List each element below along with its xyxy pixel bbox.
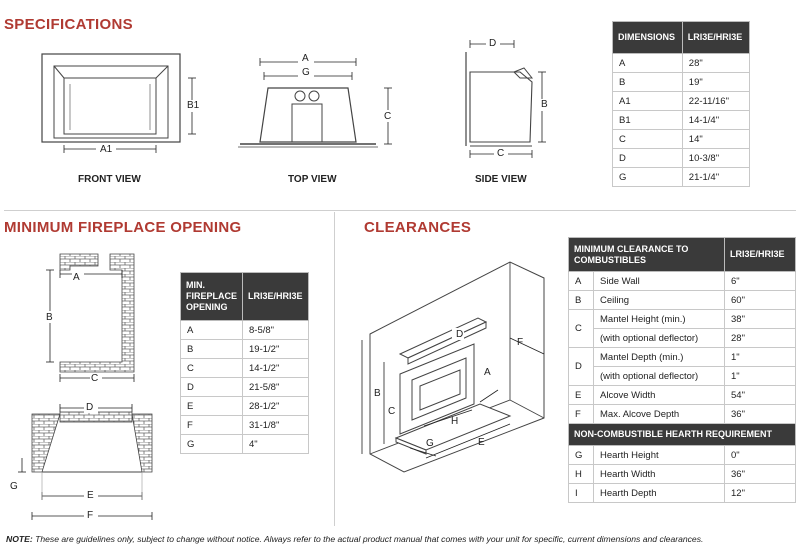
row-value: 28": [725, 329, 796, 348]
row-key: F: [181, 416, 243, 435]
front-view-label: FRONT VIEW: [78, 174, 141, 185]
side-view-label: SIDE VIEW: [475, 174, 527, 185]
label-d-opening: D: [86, 402, 94, 413]
row-label: Side Wall: [594, 272, 725, 291]
row-value: 22-11/16": [682, 92, 749, 111]
row-value: 10-3/8": [682, 149, 749, 168]
row-value: 1": [725, 348, 796, 367]
label-c-clear: C: [388, 406, 396, 417]
clearances-diagram: [360, 258, 560, 483]
table-row: [569, 386, 796, 405]
table-row: [613, 149, 750, 168]
row-value: 8-5/8": [243, 321, 309, 340]
table-row: [569, 348, 796, 367]
opening-header: MIN. FIREPLACE OPENING: [181, 273, 243, 321]
row-key: E: [569, 386, 594, 405]
row-value: 19": [682, 73, 749, 92]
row-label: Hearth Depth: [594, 484, 725, 503]
table-row: [181, 416, 309, 435]
table-row: [569, 465, 796, 484]
label-d-clear: D: [456, 329, 464, 340]
row-value: 6": [725, 272, 796, 291]
dimensions-model-header: LRI3E/HRI3E: [682, 22, 749, 54]
row-value: 28": [682, 54, 749, 73]
label-b1: B1: [187, 100, 200, 111]
label-a-top: A: [302, 53, 309, 64]
table-row: [181, 435, 309, 454]
row-label: Hearth Width: [594, 465, 725, 484]
row-key: D: [569, 348, 594, 386]
opening-table: [180, 272, 309, 454]
dimensions-table: [612, 21, 750, 187]
opening-front-diagram: [10, 250, 160, 385]
hearth-header: NON-COMBUSTIBLE HEARTH REQUIREMENT: [569, 424, 796, 446]
row-value: 1": [725, 367, 796, 386]
row-value: 19-1/2": [243, 340, 309, 359]
label-c-side: C: [497, 148, 505, 159]
row-label: Alcove Width: [594, 386, 725, 405]
opening-model-header: LRI3E/HRI3E: [243, 273, 309, 321]
table-row: [569, 446, 796, 465]
row-key: G: [569, 446, 594, 465]
row-key: C: [613, 130, 683, 149]
row-value: 36": [725, 405, 796, 424]
row-key: B: [569, 291, 594, 310]
clearance-model-header: LRI3E/HRI3E: [725, 238, 796, 272]
row-value: 12": [725, 484, 796, 503]
top-view-diagram: [238, 52, 398, 162]
footnote: [6, 534, 703, 544]
row-label: Mantel Depth (min.): [594, 348, 725, 367]
table-row: [613, 130, 750, 149]
label-g-clear: G: [426, 438, 434, 449]
table-row: [613, 73, 750, 92]
row-key: B1: [613, 111, 683, 130]
row-key: A1: [613, 92, 683, 111]
table-row: [569, 329, 796, 348]
row-key: G: [613, 168, 683, 187]
label-h-clear: H: [451, 416, 459, 427]
opening-top-diagram: [14, 400, 164, 525]
label-e-opening: E: [87, 490, 94, 501]
horizontal-divider: [4, 210, 796, 211]
row-key: I: [569, 484, 594, 503]
row-key: C: [181, 359, 243, 378]
table-row: [181, 321, 309, 340]
table-row: [569, 484, 796, 503]
row-key: A: [569, 272, 594, 291]
table-row: [613, 54, 750, 73]
label-b-side: B: [541, 99, 548, 110]
row-value: 21-1/4": [682, 168, 749, 187]
front-view-diagram: [40, 52, 200, 162]
row-label: Mantel Height (min.): [594, 310, 725, 329]
row-key: E: [181, 397, 243, 416]
row-key: G: [181, 435, 243, 454]
label-c-opening: C: [91, 373, 99, 384]
row-key: B: [181, 340, 243, 359]
table-row: [569, 367, 796, 386]
row-label: Ceiling: [594, 291, 725, 310]
row-key: A: [181, 321, 243, 340]
note-prefix: NOTE:: [6, 534, 33, 544]
row-value: 14": [682, 130, 749, 149]
row-key: C: [569, 310, 594, 348]
table-row: [569, 291, 796, 310]
row-key: F: [569, 405, 594, 424]
table-row: [569, 272, 796, 291]
table-row: [569, 405, 796, 424]
row-value: 4": [243, 435, 309, 454]
label-b-clear: B: [374, 388, 381, 399]
row-value: 14-1/4": [682, 111, 749, 130]
row-key: A: [613, 54, 683, 73]
row-key: H: [569, 465, 594, 484]
row-label: Max. Alcove Depth: [594, 405, 725, 424]
row-value: 60": [725, 291, 796, 310]
clearance-header: MINIMUM CLEARANCE TO COMBUSTIBLES: [569, 238, 725, 272]
row-value: 0": [725, 446, 796, 465]
table-row: [181, 378, 309, 397]
row-value: 38": [725, 310, 796, 329]
row-label: (with optional deflector): [594, 367, 725, 386]
row-value: 21-5/8": [243, 378, 309, 397]
label-f-clear: F: [517, 337, 524, 348]
label-c-top: C: [384, 111, 392, 122]
top-view-label: TOP VIEW: [288, 174, 337, 185]
label-a1: A1: [100, 144, 113, 155]
table-row: [613, 92, 750, 111]
label-e-clear: E: [478, 437, 485, 448]
table-row: [613, 168, 750, 187]
label-g-top: G: [302, 67, 310, 78]
row-label: Hearth Height: [594, 446, 725, 465]
row-value: 31-1/8": [243, 416, 309, 435]
clearances-title: CLEARANCES: [364, 219, 472, 236]
note-text: These are guidelines only, subject to change without notice. Always refer to the actual product manual that comes with your unit for specific, current dimensions and clearances.: [32, 534, 704, 544]
label-d-side: D: [489, 38, 497, 49]
row-key: D: [181, 378, 243, 397]
table-row: [569, 310, 796, 329]
vertical-divider: [334, 212, 335, 526]
label-a-clear: A: [484, 367, 491, 378]
label-a-opening: A: [73, 272, 80, 283]
table-row: [613, 111, 750, 130]
clearance-table: [568, 237, 796, 503]
label-b-opening: B: [46, 312, 53, 323]
row-key: D: [613, 149, 683, 168]
label-g-opening: G: [10, 481, 18, 492]
row-label: (with optional deflector): [594, 329, 725, 348]
table-row: [181, 359, 309, 378]
row-value: 14-1/2": [243, 359, 309, 378]
table-row: [181, 340, 309, 359]
row-value: 28-1/2": [243, 397, 309, 416]
row-key: B: [613, 73, 683, 92]
min-opening-title: MINIMUM FIREPLACE OPENING: [4, 219, 242, 236]
specifications-title: SPECIFICATIONS: [4, 16, 133, 33]
row-value: 36": [725, 465, 796, 484]
row-value: 54": [725, 386, 796, 405]
dimensions-header: DIMENSIONS: [613, 22, 683, 54]
label-f-opening: F: [87, 510, 94, 521]
table-row: [181, 397, 309, 416]
